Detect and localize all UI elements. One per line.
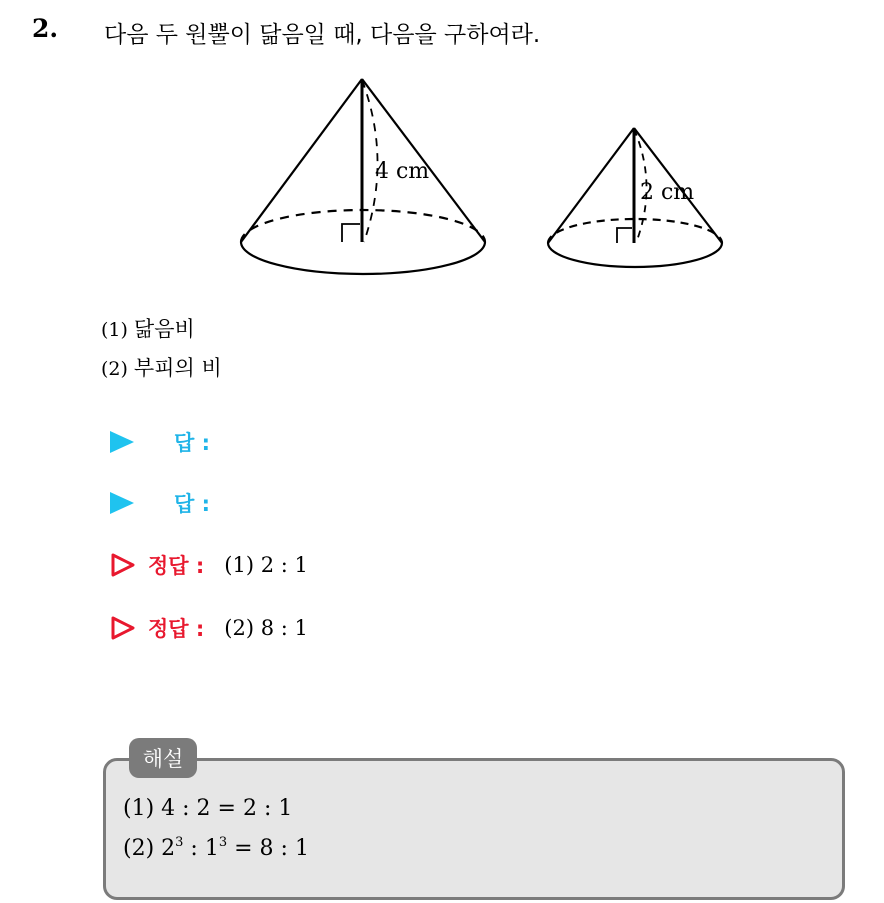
explanation-line-2-prefix: (2) 2 <box>123 836 176 861</box>
outline-triangle-icon <box>110 615 136 641</box>
answer-prompt-2 <box>110 488 210 518</box>
explanation-line-2 <box>123 835 309 861</box>
large-cone-left-edge <box>241 79 362 242</box>
small-cone-right-angle <box>617 228 632 243</box>
sub-question-number: (1) <box>101 319 128 341</box>
small-cone <box>548 128 722 267</box>
answer-label: 답 : <box>174 431 210 455</box>
correct-answer-label: 정답 : <box>148 554 205 578</box>
large-cone-height-label: 4 cm <box>375 159 430 184</box>
correct-answer-2 <box>110 613 308 643</box>
question-text: 다음 두 원뿔이 닮음일 때, 다음을 구하여라. <box>104 22 541 48</box>
correct-answer-1 <box>110 550 308 580</box>
filled-triangle-icon <box>110 431 134 453</box>
explanation-exponent: 3 <box>218 835 228 850</box>
question-number: 2. <box>32 14 59 43</box>
sub-question-number: (2) <box>101 358 128 380</box>
large-cone-right-angle <box>342 224 360 242</box>
explanation-exponent: 3 <box>175 835 184 850</box>
large-cone-base-front <box>241 242 485 274</box>
correct-answer-value: (2) 8 : 1 <box>224 616 308 640</box>
answer-prompt-1 <box>110 427 210 457</box>
explanation-line-1: (1) 4 : 2 = 2 : 1 <box>123 796 293 821</box>
small-cone-left-edge <box>548 128 634 243</box>
small-cone-height-label: 2 cm <box>640 180 695 205</box>
filled-triangle-icon <box>110 492 134 514</box>
small-cone-base-front <box>548 243 722 267</box>
explanation-line-2-suffix: = 8 : 1 <box>227 836 309 861</box>
correct-answer-value: (1) 2 : 1 <box>224 553 308 577</box>
sub-question-2 <box>101 352 222 382</box>
cones-figure <box>0 0 884 300</box>
explanation-tag: 해설 <box>129 738 197 778</box>
explanation-line-2-middle: : 1 <box>183 836 219 861</box>
sub-question-text: 부피의 비 <box>133 356 222 380</box>
sub-question-text: 닮음비 <box>133 317 195 341</box>
large-cone <box>241 79 485 274</box>
outline-triangle-icon <box>110 552 136 578</box>
correct-answer-label: 정답 : <box>148 617 205 641</box>
sub-question-1 <box>101 313 195 343</box>
answer-label: 답 : <box>174 492 210 516</box>
explanation-box <box>103 758 845 900</box>
